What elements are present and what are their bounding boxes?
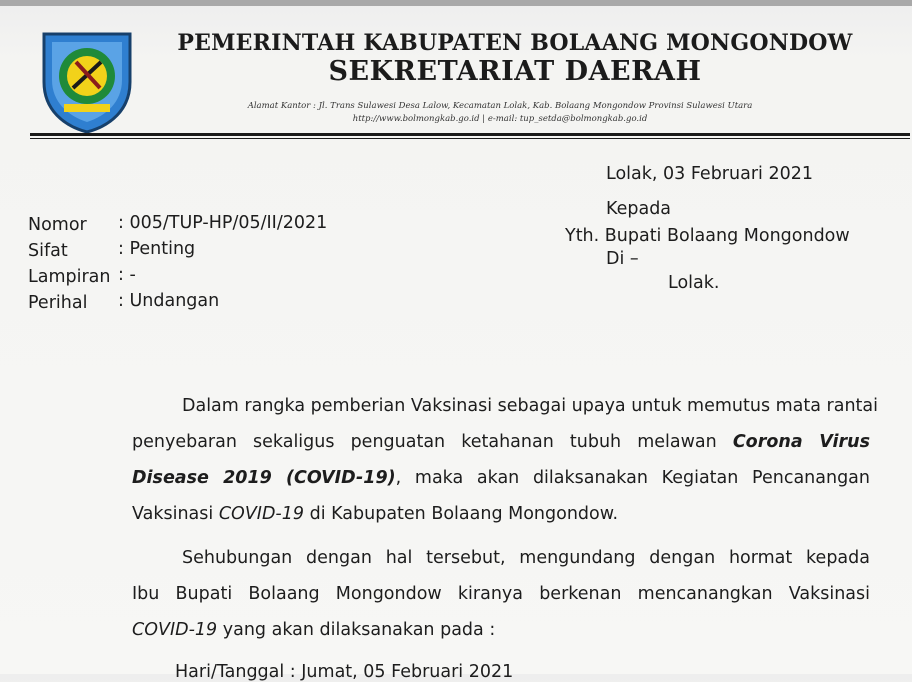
paragraph-2	[132, 540, 870, 648]
recipient-kepada: Kepada	[606, 199, 672, 219]
p1-line-4-a: Vaksinasi	[132, 504, 214, 524]
meta-label-sifat: Sifat	[28, 241, 68, 261]
p1-covid-italic: COVID-19	[218, 504, 305, 524]
meta-value-lampiran: : -	[118, 265, 136, 285]
recipient-di: Di –	[606, 249, 639, 269]
p1-line-3	[132, 460, 870, 496]
meta-labels	[28, 212, 111, 316]
p1-line-2-text: penyebaran sekaligus penguatan ketahanan tubuh melawan	[132, 432, 717, 452]
meta-label-lampiran: Lampiran	[28, 267, 111, 287]
meta-value-perihal: : Undangan	[118, 291, 220, 311]
letter-date: Lolak, 03 Februari 2021	[606, 164, 813, 184]
letterhead-address: Alamat Kantor : Jl. Trans Sulawesi Desa Lalow, Kecamatan Lolak, Kab. Bolaang Mongondow Provinsi Sulawesi Utara	[247, 101, 753, 111]
p1-corona-virus: Corona Virus	[732, 432, 870, 452]
letterhead-rule-thick	[30, 133, 910, 136]
p1-line-4-c: di Kabupaten Bolaang Mongondow.	[309, 504, 619, 524]
p2-line-2: Ibu Bupati Bolaang Mongondow kiranya berkenan mencanangkan Vaksinasi	[132, 584, 870, 604]
recipient-city: Lolak.	[668, 273, 720, 293]
p1-line-3-text: , maka akan dilaksanakan Kegiatan Pencanangan	[395, 468, 870, 488]
meta-label-nomor: Nomor	[28, 215, 87, 235]
top-edge-strip	[0, 0, 912, 6]
p1-disease-2019: Disease 2019 (COVID-19)	[132, 468, 396, 488]
regency-crest-logo	[40, 30, 134, 134]
p2-line-1: Sehubungan dengan hal tersebut, mengundang dengan hormat kepada	[182, 548, 870, 568]
meta-values	[118, 210, 327, 314]
p1-line-4	[132, 496, 870, 532]
letterhead-secretariat: SEKRETARIAT DAERAH	[328, 56, 702, 87]
recipient-name: Yth. Bupati Bolaang Mongondow	[565, 226, 850, 246]
meta-value-nomor: : 005/TUP-HP/05/II/2021	[118, 213, 328, 233]
paragraph-1	[132, 388, 879, 532]
p2-line-3	[132, 612, 870, 648]
letterhead-rule-thin	[30, 138, 910, 139]
p2-line-3-text: yang akan dilaksanakan pada :	[222, 620, 496, 640]
cut-off-schedule-line: Hari/Tanggal : Jumat, 05 Februari 2021	[175, 662, 514, 682]
p1-line-1: Dalam rangka pemberian Vaksinasi sebagai upaya untuk memutus mata rantai	[182, 396, 879, 416]
meta-label-perihal: Perihal	[28, 293, 88, 313]
letterhead-web-email: http://www.bolmongkab.go.id | e-mail: tup_setda@bolmongkab.go.id	[352, 114, 648, 124]
meta-value-sifat: : Penting	[118, 239, 196, 259]
letterhead-government: PEMERINTAH KABUPATEN BOLAANG MONGONDOW	[177, 30, 853, 56]
p1-line-2	[132, 424, 870, 460]
p2-covid-italic: COVID-19	[132, 620, 218, 640]
